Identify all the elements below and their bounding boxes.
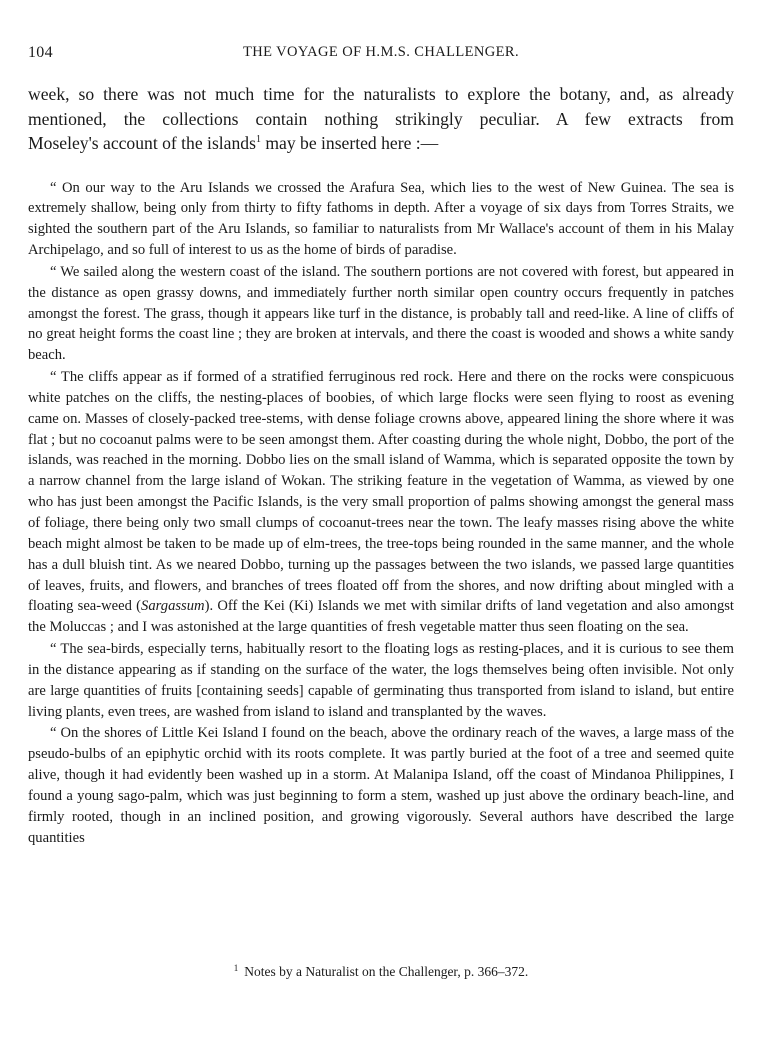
quote-italic-term: Sargassum — [141, 598, 205, 615]
running-header — [28, 44, 734, 68]
intro-paragraph — [28, 82, 734, 156]
intro-text: Moseley's account of the islands — [28, 133, 256, 153]
footnote — [28, 964, 734, 980]
quote-paragraph: “ On our way to the Aru Islands we crossed the Arafura Sea, which lies to the west of New Guinea. The sea is extremely shallow, being only from thirty to fifty fathoms in depth. After a voyage of six days from Torres Straits, we sighted the southern part of the Aru Islands, so familiar to naturalists from Mr Wallace's account of them in his Malay Archipelago, and so full of interest to us as the home of birds of paradise. — [28, 179, 734, 259]
footnote-reference: 1 — [255, 134, 261, 146]
footnote-text: Notes by a Naturalist on the Challenger, p. 366–372. — [244, 964, 529, 979]
quote-paragraph: “ We sailed along the western coast of the island. The southern portions are not covered with forest, but appeared in the distance as open grassy downs, and immediately further north similar open country occurs frequently in patches amongst the forest. The grass, though it appears like turf in the distance, is probably tall and reed-like. A line of cliffs of no great height forms the coast line ; they are broken at intervals, and there the coast is wooded and shows a white sandy beach. — [28, 263, 734, 364]
page-number: 104 — [28, 44, 53, 61]
intro-line: mentioned, the collections contain nothing strikingly peculiar. A few extracts from — [28, 108, 734, 129]
intro-line — [28, 131, 734, 156]
intro-line: week, so there was not much time for the naturalists to explore the botany, and, as already — [28, 84, 734, 104]
footnote-mark: 1 — [233, 962, 239, 973]
quote-paragraph: “ On the shores of Little Kei Island I found on the beach, above the ordinary reach of the waves, a large mass of the pseudo-bulbs of an epiphytic orchid with its roots complete. It was partly buried at the foot of a tree and seemed quite alive, though it had evidently been washed up in a storm. At Malanipa Island, off the coast of Mindanoa Philippines, I found a young sago-palm, which was just beginning to form a stem, washed up just above the ordinary beach-line, and firmly rooted, though in an inclined position, and growing vigorously. Several authors have described the large quantities — [28, 725, 734, 846]
quote-text: “ The cliffs appear as if formed of a stratified ferruginous red rock. Here and there on the rocks were conspicuous white patches on the cliffs, the nesting-places of boobies, of which large flocks were seen flying to roost as evening came on. Masses of closely-packed tree-stems, with dense foliage crowns above, appeared lining the shore where it was flat ; but no cocoanut palms were to be seen amongst them. After coasting during the whole night, Dobbo, the port of the islands, was reached in the morning. Dobbo lies on the small island of Wamma, which is separated opposite the town by a narrow channel from the large island of Wokan. The striking feature in the vegetation of Wamma, as viewed by one who has just been amongst the Pacific Islands, is the very small proportion of palms showing amongst the general mass of foliage, there being only two small clumps of cocoanut-trees near the town. The leafy masses rising above the white beach might almost be taken to be made up of elm-trees, the tree-tops being rounded in the same manner, and the whole has a dull bluish tint. As we neared Dobbo, turning up the passages between the two islands, we passed large quantities of leaves, fruits, and flowers, and branches of trees floated off from the shores, and now drifting about mingled with a floating sea-weed ( — [28, 369, 734, 615]
quote-text: ). Off the Kei (Ki) Islands we met with similar drifts of land vegetation and also amongst the Moluccas ; and I was astonished at the large quantities of fresh vegetable matter thus seen floating on the sea. — [28, 598, 734, 636]
document-page — [28, 44, 734, 979]
quote-paragraph — [28, 367, 734, 638]
quoted-extract — [28, 178, 734, 849]
running-title: THE VOYAGE OF H.M.S. CHALLENGER. — [243, 44, 519, 60]
intro-text: may be inserted here :— — [260, 133, 439, 153]
quote-paragraph: “ The sea-birds, especially terns, habitually resort to the floating logs as resting-places, and it is curious to see them in the distance appearing as if standing on the surface of the water, the logs themselves being often invisible. Not only are large quantities of fruits [containing seeds] capable of germinating thus transported from island to island, but entire living plants, even trees, are washed from island to island and transplanted by the waves. — [28, 641, 734, 720]
